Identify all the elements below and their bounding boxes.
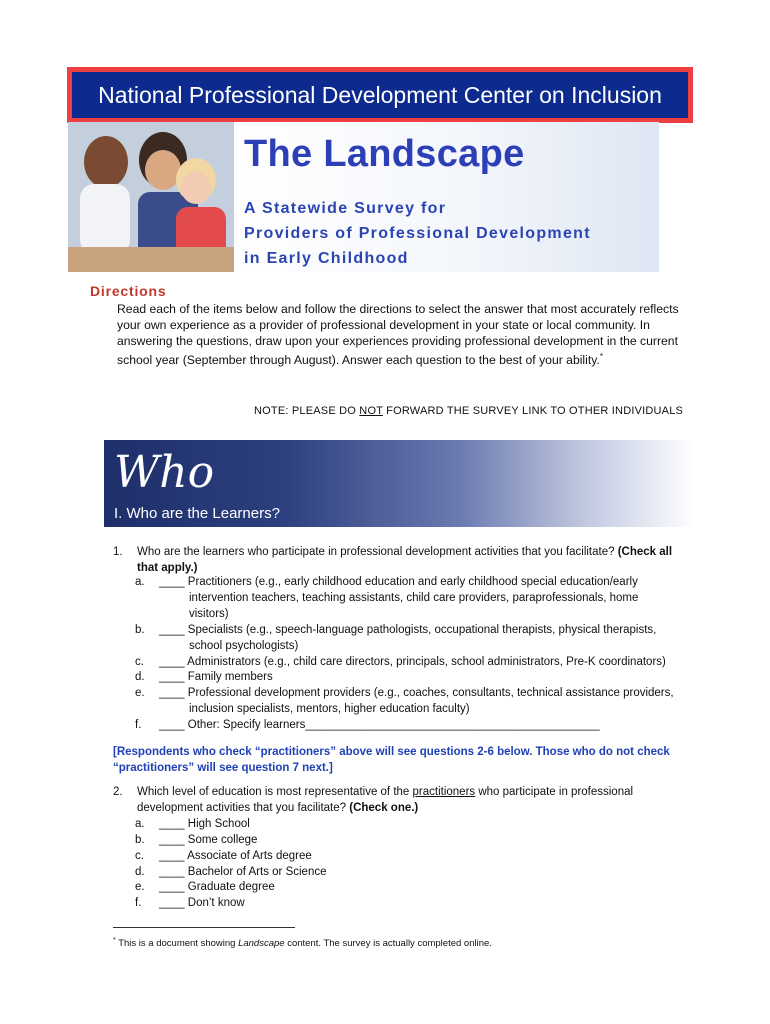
option-letter: b. xyxy=(135,624,145,636)
footnote: * This is a document showing Landscape content. The survey is actually completed online. xyxy=(113,937,492,950)
option-graduate-degree[interactable]: ____ Graduate degree xyxy=(159,881,275,893)
option-letter: a. xyxy=(135,576,145,588)
subtitle-line-2: Providers of Professional Development xyxy=(244,225,591,242)
option-associate-degree[interactable]: ____ Associate of Arts degree xyxy=(159,850,312,862)
question-1-number: 1. xyxy=(113,546,123,558)
question-2-instruction: (Check one.) xyxy=(349,802,419,814)
document-subtitle xyxy=(244,196,591,271)
question-2-number: 2. xyxy=(113,786,123,798)
option-letter: f. xyxy=(135,897,142,909)
option-letter: d. xyxy=(135,866,145,878)
option-other[interactable]: ____ Other: Specify learners______________________________________________ xyxy=(159,719,600,731)
option-letter: d. xyxy=(135,671,145,683)
option-specialists[interactable]: ____ Specialists (e.g., speech-language pathologists, occupational therapists, physical therapists, school psychologists) xyxy=(159,624,657,652)
document-title: The Landscape xyxy=(244,133,525,175)
option-letter: b. xyxy=(135,834,145,846)
option-letter: e. xyxy=(135,881,145,893)
option-practitioners[interactable]: ____ Practitioners (e.g., early childhood education and early childhood special education/early intervention teachers, teaching assistants, child care providers, paraprofessionals, home visitors) xyxy=(159,576,639,620)
section-title: Who xyxy=(114,447,215,498)
practitioners-emphasis: practitioners xyxy=(412,786,476,798)
question-2-text: Which level of education is most representative of the practitioners who participate in professional development activities that you facilitate? (Check one.) xyxy=(137,786,634,814)
subtitle-line-1: A Statewide Survey for xyxy=(244,200,447,217)
routing-note: [Respondents who check “practitioners” above will see questions 2-6 below. Those who do not check “practitioners” will see question 7 next.] xyxy=(113,746,670,774)
option-dont-know[interactable]: ____ Don’t know xyxy=(159,897,245,909)
option-administrators[interactable]: ____ Administrators (e.g., child care directors, principals, school administrators, Pre-K coordinators) xyxy=(159,656,666,668)
question-1-text: Who are the learners who participate in professional development activities that you facilitate? (Check all that apply.) xyxy=(137,546,673,574)
footnote-divider xyxy=(113,927,295,928)
footnote-marker: * xyxy=(599,352,603,361)
forwarding-note: NOTE: PLEASE DO NOT FORWARD THE SURVEY LINK TO OTHER INDIVIDUALS xyxy=(254,405,684,417)
directions-text: Read each of the items below and follow the directions to select the answer that most accurately reflects your own experience as a provider of professional development in your state or local community. In answering the questions, draw upon your experiences providing professional development in the current school year (September through August). Answer each question to the best of your ability.* xyxy=(117,302,679,368)
cover-photo xyxy=(68,122,234,272)
option-family-members[interactable]: ____ Family members xyxy=(159,671,273,683)
header-banner: National Professional Development Center on Inclusion xyxy=(72,72,688,118)
option-letter: a. xyxy=(135,818,145,830)
option-bachelor-degree[interactable]: ____ Bachelor of Arts or Science xyxy=(159,866,327,878)
option-letter: c. xyxy=(135,850,144,862)
option-letter: c. xyxy=(135,656,144,668)
option-letter: f. xyxy=(135,719,142,731)
option-some-college[interactable]: ____ Some college xyxy=(159,834,258,846)
directions-heading: Directions xyxy=(90,283,167,299)
option-pd-providers[interactable]: ____ Professional development providers (e.g., coaches, consultants, technical assistance providers, inclusion specialists, mentors, higher education faculty) xyxy=(159,687,674,715)
option-letter: e. xyxy=(135,687,145,699)
section-subtitle: I. Who are the Learners? xyxy=(114,505,280,522)
question-1-instruction: (Check all that apply.) xyxy=(137,546,673,574)
subtitle-line-3: in Early Childhood xyxy=(244,250,409,267)
note-emphasis: NOT xyxy=(359,405,383,417)
option-high-school[interactable]: ____ High School xyxy=(159,818,250,830)
